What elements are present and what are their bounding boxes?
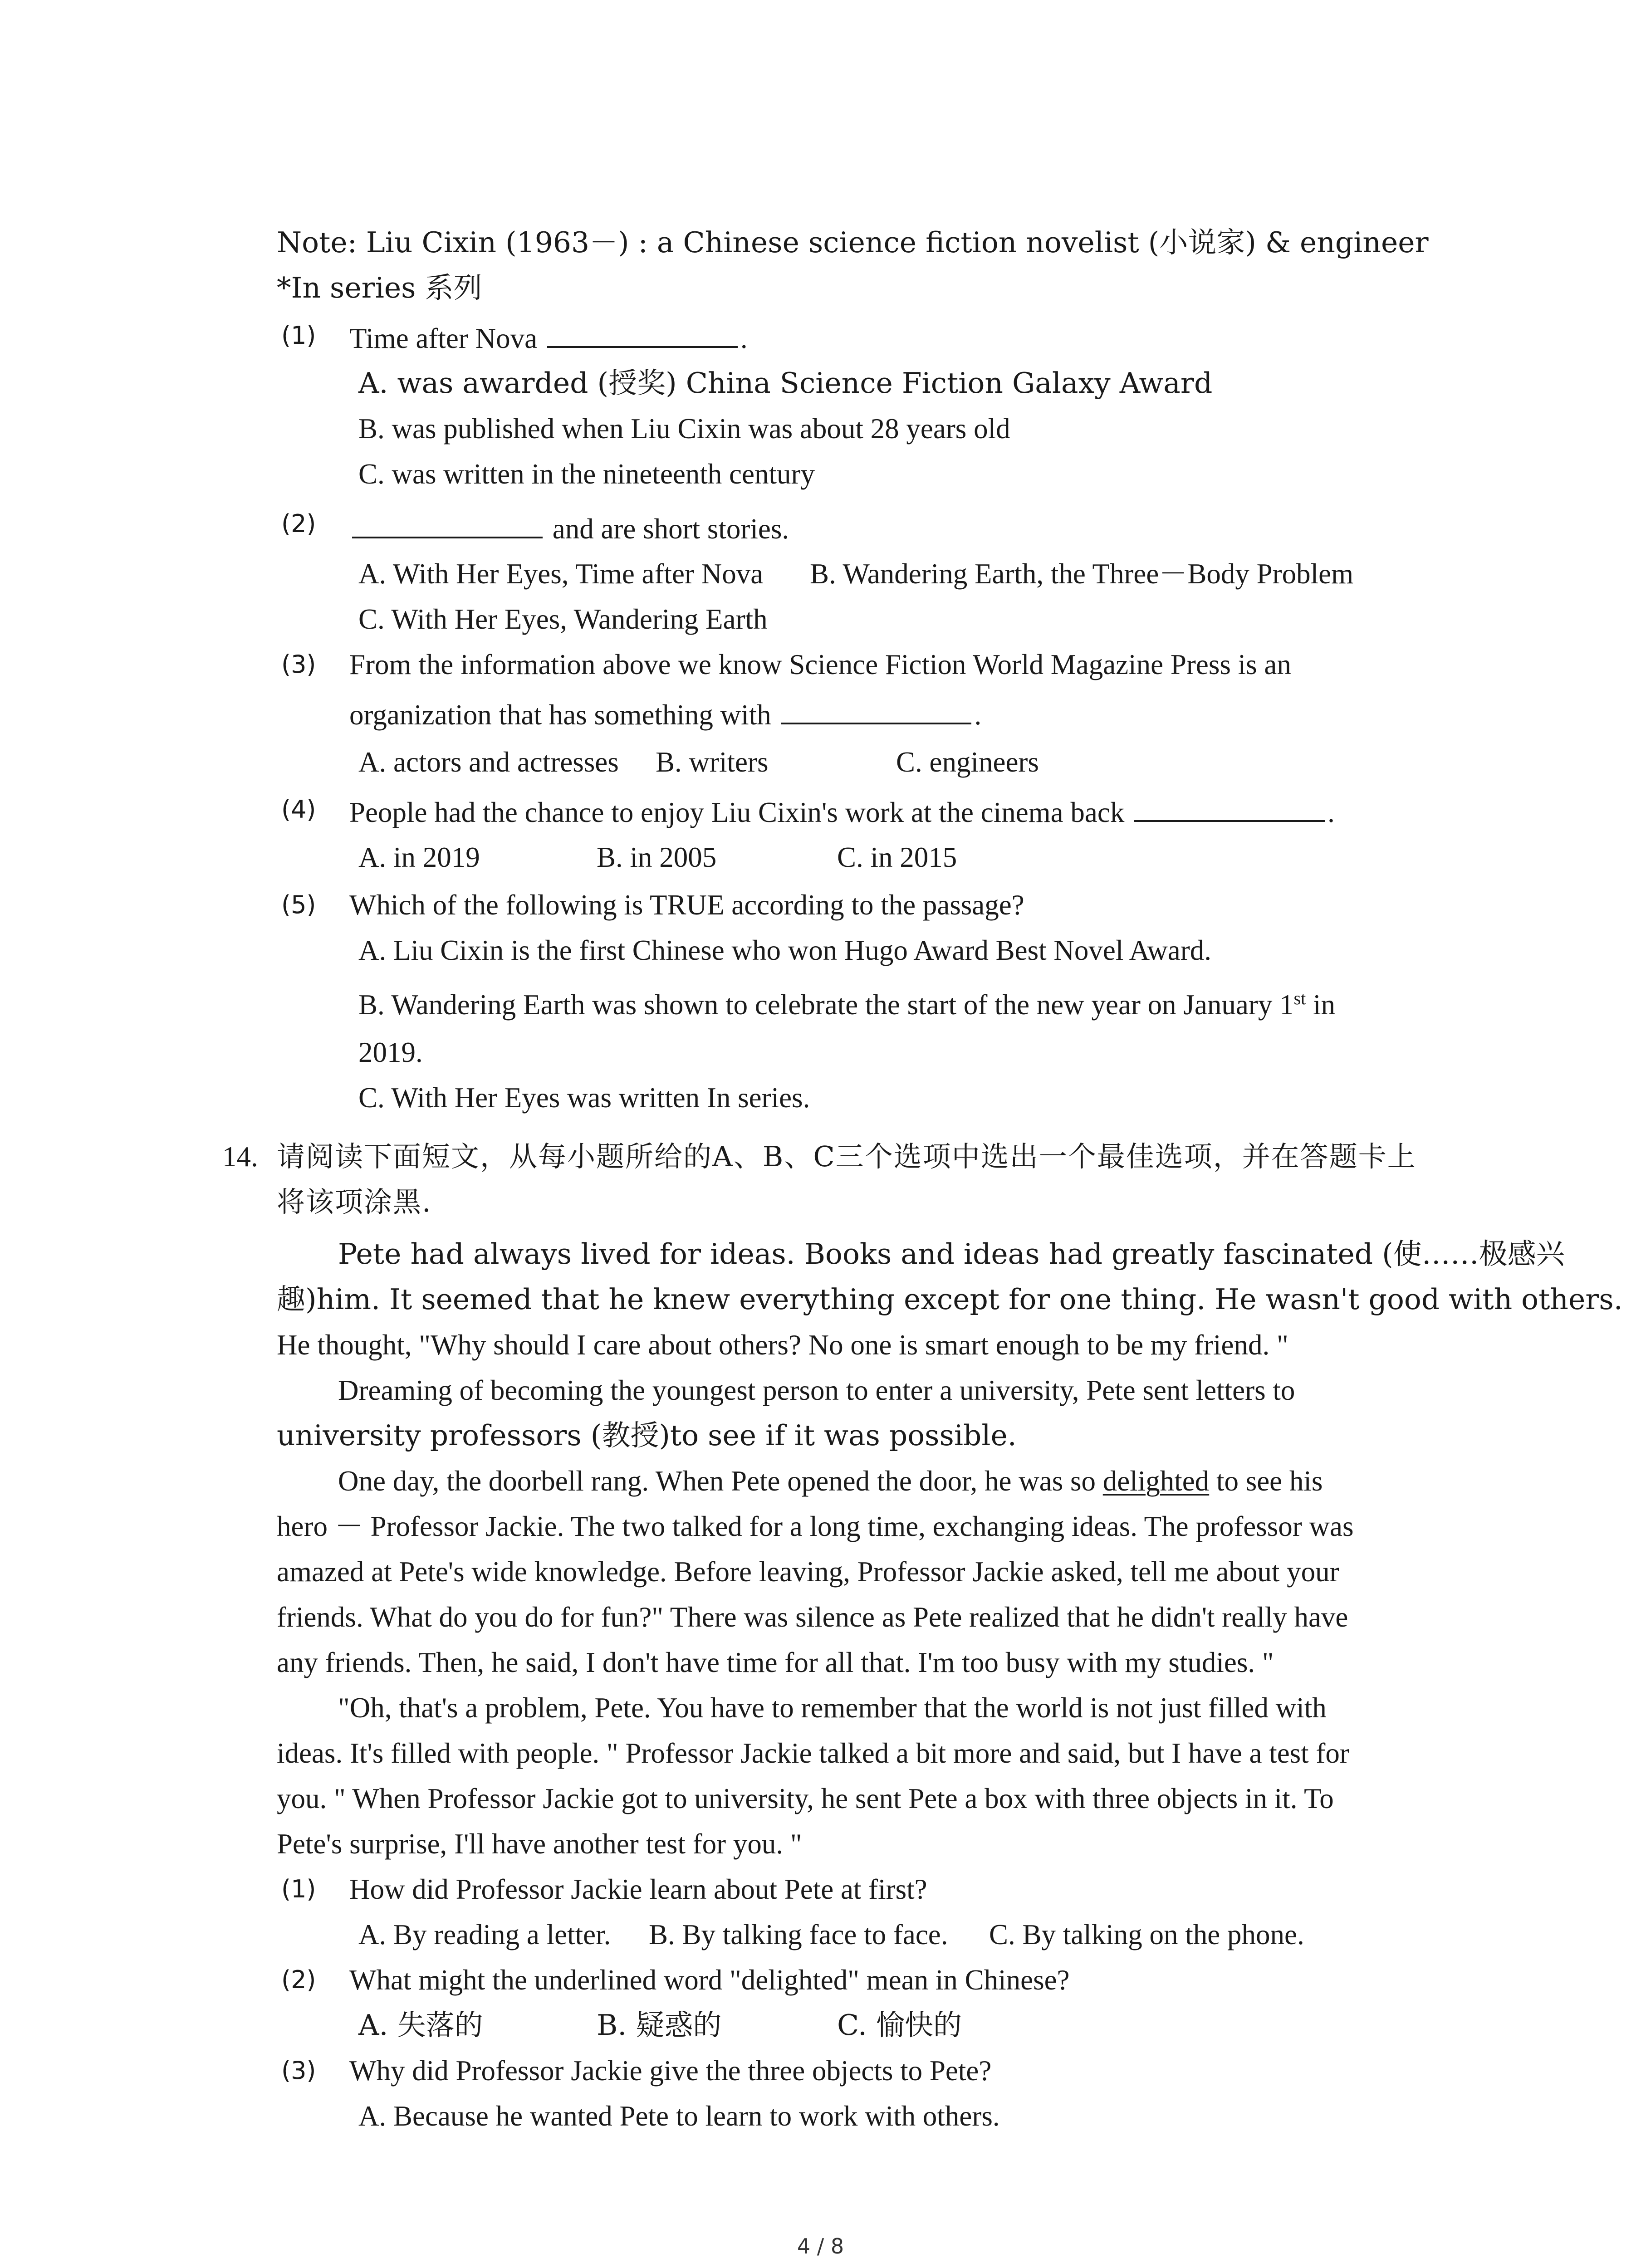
option-c: C. in 2015 [837,841,957,873]
option-b: B. 疑惑的 [597,2009,722,2042]
question-stem: People had the chance to enjoy Liu Cixin's work at the cinema back . [349,794,1335,831]
question-stem: Why did Professor Jackie give the three objects to Pete? [349,2055,992,2087]
question-stem-line-1: From the information above we know Science Fiction World Magazine Press is an [349,649,1291,680]
question-number: (3) [281,2056,316,2085]
note-line-1: Note: Liu Cixin (1963－) : a Chinese science fiction novelist (小说家) & engineer [277,226,1429,259]
option-b: B. writers [656,746,769,778]
passage-line: you. " When Professor Jackie got to university, he sent Pete a box with three objects in it. To [277,1783,1334,1814]
option-b: B. was published when Liu Cixin was about 28 years old [358,413,1010,445]
option-b: B. Wandering Earth was shown to celebrate the start of the new year on January 1st in [358,988,1336,1021]
question-stem: What might the underlined word "delighted" mean in Chinese? [349,1964,1070,1996]
option-b-continued: 2019. [358,1036,423,1068]
question-number: (2) [281,509,316,538]
passage-line: any friends. Then, he said, I don't have time for all that. I'm too busy with my studies. " [277,1647,1274,1678]
option-a: A. With Her Eyes, Time after Nova [358,558,764,590]
question-number: (3) [281,650,316,679]
passage-line: Pete's surprise, I'll have another test for you. " [277,1828,802,1860]
question-14-instruction-cont: 将该项涂黑. [277,1185,432,1218]
passage-line: hero － Professor Jackie. The two talked for a long time, exchanging ideas. The professor was [277,1510,1354,1542]
option-c: C. engineers [896,746,1039,778]
answer-blank [547,320,738,348]
option-c: C. By talking on the phone. [989,1919,1304,1950]
option-a: A. actors and actresses [358,746,619,778]
answer-blank [781,696,971,724]
option-c: C. With Her Eyes, Wandering Earth [358,603,768,635]
option-c: C. 愉快的 [837,2009,962,2042]
option-a: A. By reading a letter. [358,1919,611,1950]
question-number: (1) [281,1875,316,1903]
question-stem: and are short stories. [349,510,789,547]
question-stem: Which of the following is TRUE according to the passage? [349,889,1024,921]
option-a: A. in 2019 [358,841,480,873]
question-14-number: 14. [222,1141,258,1173]
option-a: A. Liu Cixin is the first Chinese who won Hugo Award Best Novel Award. [358,934,1212,966]
option-c: C. With Her Eyes was written In series. [358,1082,810,1114]
passage-line: 趣)him. It seemed that he knew everything except for one thing. He wasn't good with others. [277,1283,1623,1316]
question-number: (1) [281,321,316,350]
question-14-instruction: 请阅读下面短文，从每小题所给的A、B、C三个选项中选出一个最佳选项，并在答题卡上 [277,1140,1416,1173]
answer-blank [352,510,543,538]
question-stem: How did Professor Jackie learn about Pete at first? [349,1873,927,1905]
note-line-2: *In series 系列 [277,271,482,304]
question-number: (5) [281,890,316,919]
passage-line: Dreaming of becoming the youngest person to enter a university, Pete sent letters to [338,1374,1295,1406]
page-number: 4 / 8 [797,2234,844,2258]
passage-line: One day, the doorbell rang. When Pete opened the door, he was so delighted to see his [338,1465,1323,1497]
option-a: A. Because he wanted Pete to learn to work with others. [358,2100,1000,2132]
question-number: (4) [281,795,316,824]
option-a: A. was awarded (授奖) China Science Fiction Galaxy Award [358,367,1213,400]
option-c: C. was written in the nineteenth century [358,458,815,490]
question-stem-line-2: organization that has something with . [349,696,981,733]
passage-line: He thought, "Why should I care about others? No one is smart enough to be my friend. " [277,1329,1288,1361]
option-b: B. By talking face to face. [649,1919,948,1950]
option-b: B. Wandering Earth, the Three－Body Problem [810,558,1354,590]
question-stem: Time after Nova . [349,320,748,357]
passage-line: friends. What do you do for fun?" There was silence as Pete realized that he didn't really have [277,1601,1348,1633]
passage-line: Pete had always lived for ideas. Books and ideas had greatly fascinated (使……极感兴 [338,1237,1565,1271]
answer-blank [1134,794,1325,822]
option-b: B. in 2005 [597,841,717,873]
passage-line: university professors (教授)to see if it was possible. [277,1419,1017,1452]
underlined-word: delighted [1102,1465,1210,1497]
passage-line: amazed at Pete's wide knowledge. Before leaving, Professor Jackie asked, tell me about your [277,1556,1339,1588]
question-number: (2) [281,1965,316,1994]
passage-line: ideas. It's filled with people. " Professor Jackie talked a bit more and said, but I have a test for [277,1737,1349,1769]
option-a: A. 失落的 [358,2009,483,2042]
passage-line: "Oh, that's a problem, Pete. You have to remember that the world is not just filled with [338,1692,1327,1724]
